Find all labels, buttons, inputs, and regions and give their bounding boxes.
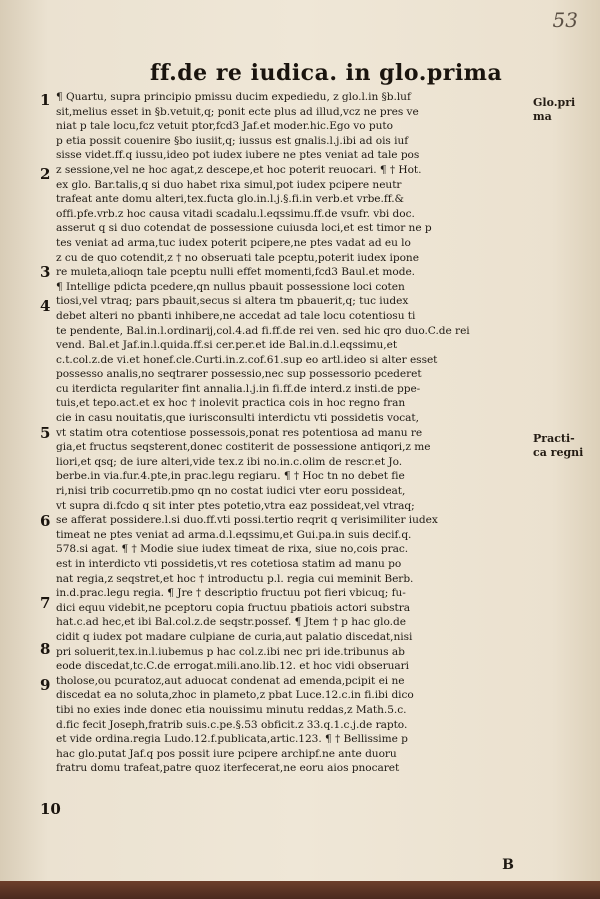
margin-number: 7 (40, 594, 51, 612)
text-line: eode discedat,tc.C.de errogat.mili.ano.lib.12. et hoc vidi obseruari (56, 660, 410, 673)
text-line: discedat ea no soluta,zhoc in plameto,z pbat Luce.12.c.in fi.ibi dico (56, 689, 414, 702)
text-line: timeat ne ptes veniat ad arma.d.l.eqssimu,et Gui.pa.in suis decif.q. (56, 528, 412, 541)
text-line: ¶ Quartu, supra principio pmissu ducim expediedu, z glo.l.in §b.luf (56, 91, 411, 103)
text-line: vt statim otra cotentiose possessois,ponat res potentiosa ad manu re (56, 426, 423, 439)
text-line: nat regia,z seqstret,et hoc † introductu p.l. regia cui meminit Berb. (56, 572, 414, 585)
text-line: p etia possit couenire §bo iusiit,q; iussus est gnalis.l.j.ibi ad ois iuf (56, 134, 409, 147)
text-line: z sessione,vel ne hoc agat,z descepe,et hoc poterit reuocari. ¶ † Hot. (56, 163, 422, 176)
text-line: gia,et fructus seqsterent,donec costiterit de possessione antiqori,z me (56, 441, 431, 454)
side-note-glo-prima (533, 96, 595, 124)
margin-number: 10 (40, 800, 61, 818)
margin-number: 6 (40, 512, 51, 530)
text-line: fratru domu trafeat,patre quoz iterfecerat,ne eoru aios pnocaret (56, 762, 400, 775)
text-line: possesso analis,no seqtrarer possessio,nec sup possessorio pcederet (56, 368, 422, 381)
text-line: cu iterdicta regulariter fint annalia.l.j.in fi.ff.de interd.z insti.de ppe- (56, 382, 421, 395)
margin-number: 3 (40, 263, 51, 281)
text-line: tes veniat ad arma,tuc iudex poterit pcipere,ne ptes vadat ad eu lo (56, 236, 411, 249)
margin-number: 1 (40, 91, 51, 109)
text-line: berbe.in via.fur.4.pte,in prac.legu regiaru. ¶ † Hoc tn no debet fie (56, 470, 405, 483)
text-line: sit,melius esset in §b.vetuit,q; ponit ecte plus ad illud,vcz ne pres ve (56, 105, 419, 118)
text-line: hac glo.putat Jaf.q pos possit iure pcipere archipf.ne ante duoru (56, 747, 397, 760)
text-line: cie in casu nouitatis,que iurisconsulti interdictu vti possidetis vocat, (56, 412, 419, 425)
text-line: tibi no exies inde donec etia nouissimu minutu reddas,z Math.5.c. (56, 703, 407, 716)
text-line: sisse videt.ff.q iussu,ideo pot iudex iubere ne ptes veniat ad tale pos (56, 149, 420, 162)
text-line: est in interdicto vti possidetis,vt res cotetiosa statim ad manu po (56, 558, 402, 570)
margin-number: 8 (40, 640, 51, 658)
text-line: et vide ordina.regia Ludo.12.f.publicata,artic.123. ¶ † Bellissime p (56, 733, 408, 746)
text-line: vt supra di.fcdo q sit inter ptes potetio,vtra eaz possideat,vel vtraq; (56, 499, 415, 512)
margin-number: 4 (40, 297, 51, 315)
running-head: ff.de re iudica. in glo.prima (150, 60, 503, 86)
text-line: tiosi,vel vtraq; pars pbauit,secus si altera tm pbauerit,q; tuc iudex (56, 295, 409, 308)
side-note-practica-regni (533, 432, 595, 460)
text-line: re muleta,alioqn tale pceptu nulli effet momenti,fcd3 Baul.et mode. (56, 266, 415, 279)
text-line: vend. Bal.et Jaf.in.l.quida.ff.si cer.per.et ide Bal.in.d.l.eqssimu,et (56, 339, 398, 352)
catchword: B (502, 857, 514, 873)
text-line: dici equu videbit,ne pceptoru copia fructuu pbatiois actori substra (56, 601, 410, 614)
text-line: liori,et qsq; de iure alteri,vide tex.z ibi no.in.c.olim de rescr.et Jo. (56, 455, 403, 468)
text-line: trafeat ante domu alteri,tex.fucta glo.in.l.j.§.fi.in verb.et vrbe.ff.& (56, 193, 404, 206)
text-line: d.fic fecit Joseph,fratrib suis.c.pe.§.53 obficit.z 33.q.1.c.j.de rapto. (56, 718, 408, 731)
text-line: debet alteri no pbanti inhibere,ne accedat ad tale locu cotentiosu ti (56, 309, 416, 322)
text-line: z cu de quo cotendit,z † no obseruati tale pceptu,poterit iudex ipone (56, 251, 419, 264)
text-line: offi.pfe.vrb.z hoc causa vitadi scadalu.l.eqssimu.ff.de vsufr. vbi doc. (56, 207, 415, 220)
margin-number: 5 (40, 424, 51, 442)
text-line: ¶ Intellige pdicta pcedere,qn nullus pbauit possessione loci coten (56, 280, 405, 293)
text-line: te pendente, Bal.in.l.ordinarij,col.4.ad fi.ff.de rei ven. sed hic qro duo.C.de rei (56, 324, 470, 337)
side-note-line: Practi- (533, 432, 575, 445)
text-line: ri,nisi trib cocurretib.pmo qn no costat iudici vter eoru possideat, (56, 485, 406, 498)
folio-number: 53 (552, 8, 578, 32)
margin-number: 2 (40, 165, 51, 183)
text-line: 578.si agat. ¶ † Modie siue iudex timeat de rixa, siue no,cois prac. (56, 543, 409, 556)
body-text (56, 90, 526, 776)
text-line: in.d.prac.legu regia. ¶ Jre † descriptio fructuu pot fieri vbicuq; fu- (56, 587, 406, 600)
text-line: niat p tale locu,fcz vetuit ptor,fcd3 Jaf.et moder.hic.Ego vo puto (56, 120, 393, 133)
side-note-line: ma (533, 110, 552, 123)
margin-number: 9 (40, 676, 51, 694)
side-note-line: Glo.pri (533, 96, 576, 109)
text-line: cidit q iudex pot madare culpiane de curia,aut palatio discedat,nisi (56, 630, 413, 643)
text-line: tholose,ou pcuratoz,aut aduocat condenat ad emenda,pcipit ei ne (56, 674, 405, 687)
text-line: asserut q si duo cotendat de possessione cuiusda loci,et est timor ne p (56, 222, 432, 235)
side-note-line: ca regni (533, 446, 584, 459)
text-line: hat.c.ad hec,et ibi Bal.col.z.de seqstr.possef. ¶ Jtem † p hac glo.de (56, 616, 406, 629)
binding-edge (0, 881, 600, 899)
text-line: se afferat possidere.l.si duo.ff.vti possi.tertio reqrit q verisimiliter iudex (56, 514, 438, 527)
text-line: tuis,et tepo.act.et ex hoc † inolevit practica cois in hoc regno fran (56, 397, 406, 410)
text-line: c.t.col.z.de vi.et honef.cle.Curti.in.z.cof.61.sup eo artl.ideo si alter esset (56, 353, 438, 366)
text-line: pri soluerit,tex.in.l.iubemus p hac col.z.ibi nec pri ide.tribunus ab (56, 645, 405, 658)
text-line: ex glo. Bar.talis,q si duo habet rixa simul,pot iudex pcipere neutr (56, 178, 402, 191)
